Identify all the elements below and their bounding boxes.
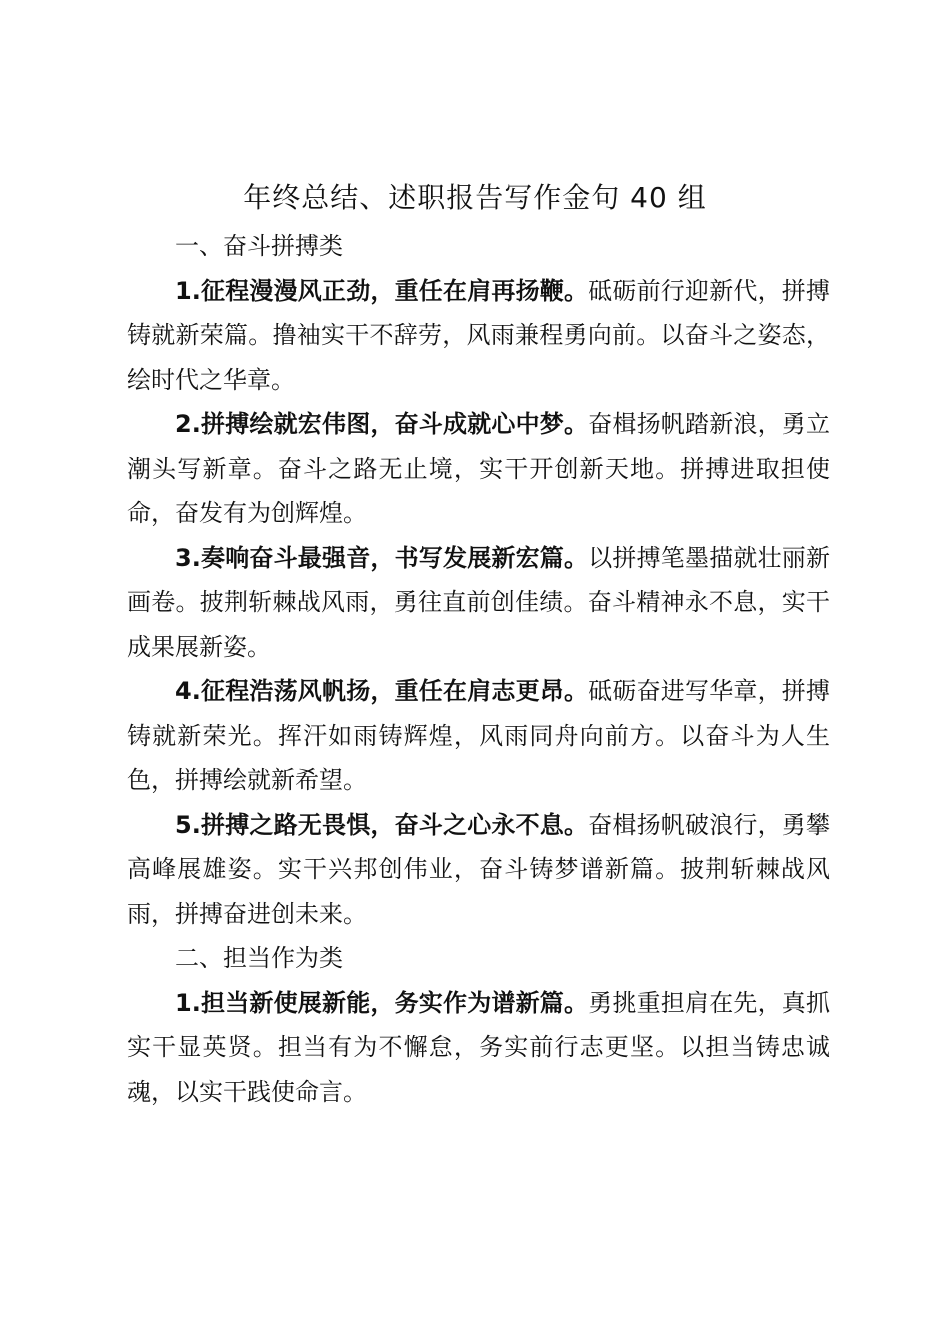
paragraph-text: 砥砺前行迎新代，拼搏铸就新荣篇。撸袖实干不辞劳，风雨兼程勇向前。以奋斗之姿态，绘时代之华章。 bbox=[127, 276, 830, 394]
document-title: 年终总结、述职报告写作金句 40 组 bbox=[243, 181, 707, 214]
paragraph-lead: 2.拼搏绘就宏伟图，奋斗成就心中梦。 bbox=[175, 410, 589, 438]
paragraph bbox=[127, 981, 830, 1115]
paragraph-lead: 3.奏响奋斗最强音，书写发展新宏篇。 bbox=[175, 543, 589, 572]
paragraph-text: 奋楫扬帆踏新浪，勇立潮头写新章。奋斗之路无止境，实干开创新天地。拼搏进取担使命，奋发有为创辉煌。 bbox=[127, 410, 830, 527]
paragraph bbox=[127, 803, 830, 937]
paragraph bbox=[127, 536, 830, 670]
paragraph-lead: 1.征程漫漫风正劲，重任在肩再扬鞭。 bbox=[175, 276, 589, 305]
paragraph-text: 奋楫扬帆破浪行，勇攀高峰展雄姿。实干兴邦创伟业，奋斗铸梦谱新篇。披荆斩棘战风雨，拼搏奋进创未来。 bbox=[127, 810, 830, 928]
paragraph bbox=[127, 669, 830, 803]
paragraph-lead: 1.担当新使展新能，务实作为谱新篇。 bbox=[175, 988, 589, 1017]
paragraph-text: 以拼搏笔墨描就壮丽新画卷。披荆斩棘战风雨，勇往直前创佳绩。奋斗精神永不息，实干成果展新姿。 bbox=[127, 543, 830, 661]
section-heading: 二、担当作为类 bbox=[175, 944, 343, 972]
paragraph-text: 勇挑重担肩在先，真抓实干显英贤。担当有为不懈怠，务实前行志更坚。以担当铸忠诚魂，以实干践使命言。 bbox=[127, 988, 830, 1106]
section-heading: 一、奋斗拼搏类 bbox=[175, 232, 343, 260]
paragraph bbox=[127, 269, 830, 403]
paragraph bbox=[127, 402, 830, 536]
paragraph-lead: 5.拼搏之路无畏惧，奋斗之心永不息。 bbox=[175, 810, 589, 839]
paragraph-text: 砥砺奋进写华章，拼搏铸就新荣光。挥汗如雨铸辉煌，风雨同舟向前方。以奋斗为人生色，拼搏绘就新希望。 bbox=[127, 677, 830, 794]
paragraph-lead: 4.征程浩荡风帆扬，重任在肩志更昂。 bbox=[175, 677, 589, 705]
document-body bbox=[127, 224, 830, 1114]
